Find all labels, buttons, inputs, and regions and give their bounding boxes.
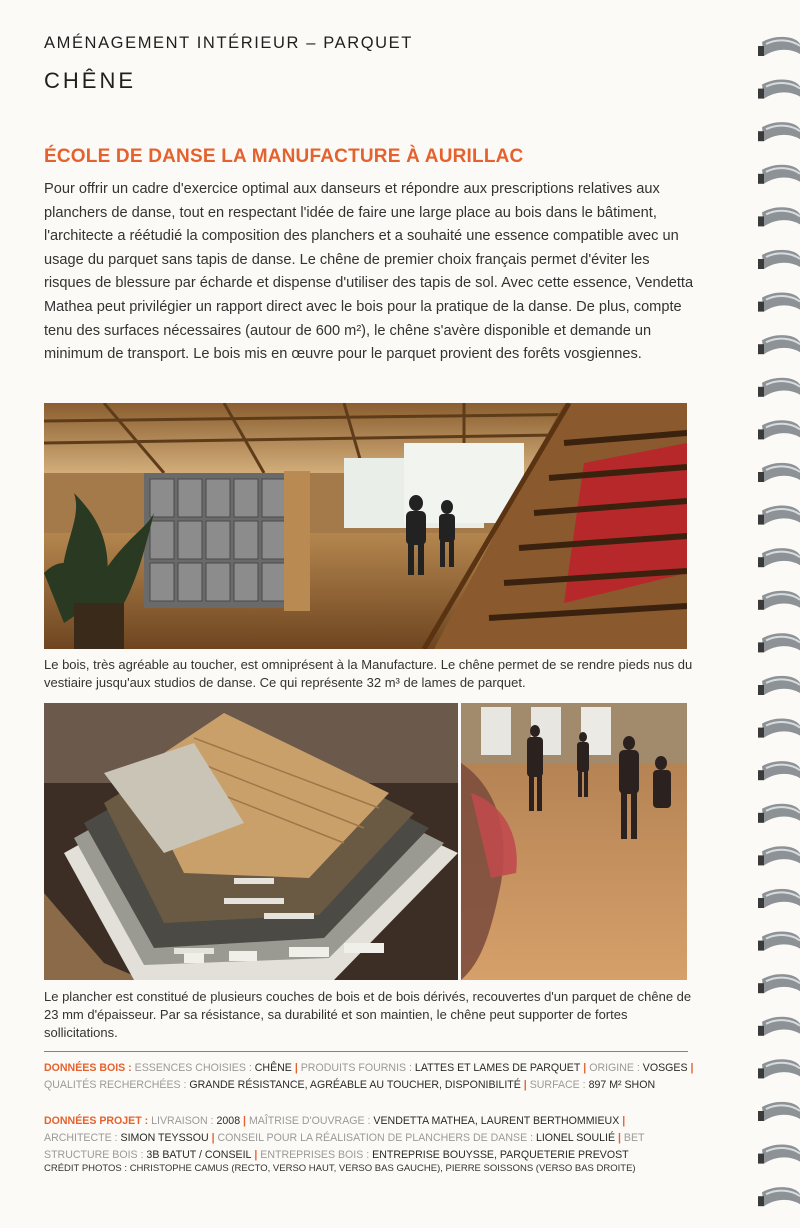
spiral-hole bbox=[758, 216, 764, 226]
spiral-hole bbox=[758, 472, 764, 482]
donnees-projet bbox=[44, 1113, 694, 1164]
info-separator: | bbox=[291, 1062, 301, 1074]
donnees-bois bbox=[44, 1060, 694, 1094]
info-separator: | bbox=[619, 1115, 626, 1127]
caption-photo-1: Le bois, très agréable au toucher, est omniprésent à la Manufacture. Le chêne permet de se rendre pieds nus du vestiaire jusqu'aux studios de danse. Ce qui représente 32 m³ de lames de parquet. bbox=[44, 657, 693, 690]
info-key: PRODUITS FOURNIS : bbox=[300, 1062, 415, 1074]
info-key: ARCHITECTE : bbox=[44, 1132, 121, 1144]
info-value: VENDETTA MATHEA, LAURENT BERTHOMMIEUX bbox=[373, 1115, 620, 1127]
spiral-hole bbox=[758, 813, 764, 823]
spiral-hole bbox=[758, 642, 764, 652]
info-separator: | bbox=[240, 1115, 249, 1127]
info-value: GRANDE RÉSISTANCE, AGRÉABLE AU TOUCHER, DISPONIBILITÉ bbox=[189, 1079, 521, 1091]
info-label: DONNÉES PROJET : bbox=[44, 1115, 149, 1127]
article-title: ÉCOLE DE DANSE LA MANUFACTURE À AURILLAC bbox=[44, 146, 524, 167]
spiral-hole bbox=[758, 728, 764, 738]
spiral-hole bbox=[758, 46, 764, 56]
info-value: SIMON TEYSSOU bbox=[120, 1132, 209, 1144]
spiral-hole bbox=[758, 1068, 764, 1078]
info-separator: | bbox=[251, 1149, 261, 1161]
spiral-hole bbox=[758, 855, 764, 865]
spiral-hole bbox=[758, 1111, 764, 1121]
spiral-hole bbox=[758, 259, 764, 269]
info-value: LATTES ET LAMES DE PARQUET bbox=[414, 1062, 581, 1074]
info-key: MAÎTRISE D'OUVRAGE : bbox=[248, 1115, 374, 1127]
spiral-hole bbox=[758, 131, 764, 141]
info-key: QUALITÉS RECHERCHÉES : bbox=[44, 1079, 190, 1091]
info-label: DONNÉES BOIS : bbox=[44, 1062, 132, 1074]
spiral-hole bbox=[758, 429, 764, 439]
info-key: ESSENCES CHOISIES : bbox=[134, 1062, 255, 1074]
photo-interior-hall bbox=[44, 403, 687, 649]
spiral-hole bbox=[758, 515, 764, 525]
info-key: BET STRUCTURE BOIS : bbox=[44, 1132, 645, 1161]
spiral-hole bbox=[758, 1026, 764, 1036]
info-rule bbox=[44, 1051, 688, 1052]
info-key: CONSEIL POUR LA RÉALISATION DE PLANCHERS DE DANSE : bbox=[217, 1132, 536, 1144]
info-separator: | bbox=[580, 1062, 590, 1074]
article-body: Pour offrir un cadre d'exercice optimal aux danseurs et répondre aux prescriptions relatives aux planchers de danse, tout en respectant l'idée de faire une large place au bois dans le bâtiment, l'architecte a réétudié la composition des planchers et a souhaité une essence compatible avec un usage du parquet sans tapis de danse. Le chêne de premier choix français permet d'éviter les risques de blessure par écharde et dispense d'utiliser des tapis de sol. Avec cette essence, Vendetta Mathea peut privilégier un rapport direct avec le bois pour la pratique de la danse. De plus, compte tenu des surfaces nécessaires (autour de 600 m²), le chêne s'avère disponible et demande un minimum de transport. Le bois mis en œuvre pour le parquet provient des forêts vosgiennes. bbox=[44, 181, 694, 363]
spiral-hole bbox=[758, 344, 764, 354]
info-value: LIONEL SOULIÉ bbox=[535, 1132, 616, 1144]
spiral-hole bbox=[758, 941, 764, 951]
info-value: 3B BATUT / CONSEIL bbox=[146, 1149, 252, 1161]
spiral-hole bbox=[758, 983, 764, 993]
spiral-hole bbox=[758, 302, 764, 312]
info-value: VOSGES bbox=[642, 1062, 688, 1074]
spiral-hole bbox=[758, 898, 764, 908]
info-separator: | bbox=[208, 1132, 218, 1144]
spiral-hole bbox=[758, 1154, 764, 1164]
photo-credit: CRÉDIT PHOTOS : CHRISTOPHE CAMUS (RECTO, VERSO HAUT, VERSO BAS GAUCHE), PIERRE SOISSONS (VERSO BAS DROITE) bbox=[44, 1163, 636, 1174]
info-value: 2008 bbox=[216, 1115, 241, 1127]
info-value: ENTREPRISE BOUYSSE, PARQUETERIE PREVOST bbox=[372, 1149, 629, 1161]
spiral-hole bbox=[758, 770, 764, 780]
species-title: CHÊNE bbox=[44, 68, 137, 93]
spiral-hole bbox=[758, 600, 764, 610]
spiral-hole bbox=[758, 387, 764, 397]
info-value: CHÊNE bbox=[254, 1062, 292, 1074]
info-key: ORIGINE : bbox=[589, 1062, 643, 1074]
photo-floor-layers bbox=[44, 703, 458, 980]
section-kicker: AMÉNAGEMENT INTÉRIEUR – PARQUET bbox=[44, 34, 413, 52]
info-separator: | bbox=[615, 1132, 624, 1144]
info-separator: | bbox=[520, 1079, 530, 1091]
caption-photo-2: Le plancher est constitué de plusieurs couches de bois et de bois dérivés, recouvertes d'un parquet de chêne de 23 mm d'épaisseur. Par sa résistance, sa durabilité et son maintien, le chêne peut supporter de fortes sollicitations. bbox=[44, 989, 692, 1040]
info-key: LIVRAISON : bbox=[151, 1115, 217, 1127]
info-key: ENTREPRISES BOIS : bbox=[260, 1149, 373, 1161]
spiral-binding bbox=[756, 0, 800, 1228]
info-value: 897 M² SHON bbox=[588, 1079, 656, 1091]
spiral-hole bbox=[758, 174, 764, 184]
info-key: SURFACE : bbox=[529, 1079, 589, 1091]
info-separator: | bbox=[687, 1062, 694, 1074]
spiral-hole bbox=[758, 1196, 764, 1206]
photo-dancers-studio bbox=[461, 703, 687, 980]
spiral-hole bbox=[758, 685, 764, 695]
spiral-hole bbox=[758, 89, 764, 99]
spiral-hole bbox=[758, 557, 764, 567]
